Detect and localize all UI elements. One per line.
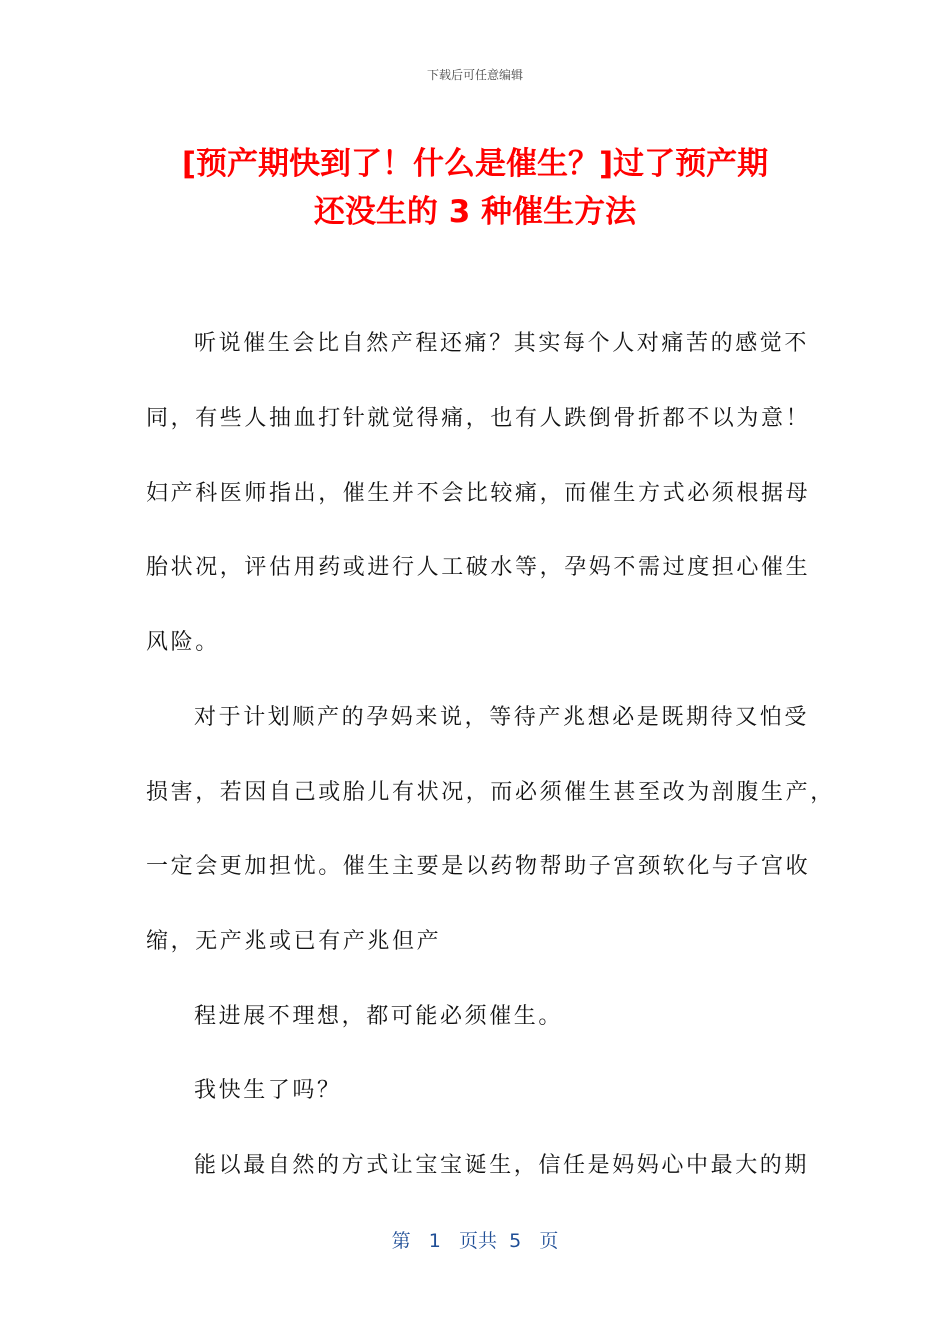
footer-total-pages: 5 [509, 1230, 522, 1252]
body-line: 胎状况，评估用药或进行人工破水等，孕妈不需过度担心催生 [146, 555, 811, 580]
body-line: 听说催生会比自然产程还痛？其实每个人对痛苦的感觉不 [194, 331, 810, 356]
title-line-1: [预产期快到了！什么是催生？]过了预产期 [181, 146, 769, 182]
body-line: 程进展不理想，都可能必须催生。 [194, 1004, 564, 1029]
header-note: 下载后可任意编辑 [426, 68, 523, 82]
body-line: 能以最自然的方式让宝宝诞生，信任是妈妈心中最大的期 [194, 1153, 810, 1178]
body-line: 对于计划顺产的孕妈来说，等待产兆想必是既期待又怕受 [194, 705, 810, 730]
body-line: 风险。 [146, 630, 220, 655]
body-line: 缩，无产兆或已有产兆但产 [146, 929, 442, 954]
footer-middle: 页共 [459, 1230, 498, 1252]
body-line: 同，有些人抽血打针就觉得痛，也有人跌倒骨折都不以为意！ [146, 406, 811, 431]
body-line: 一定会更加担忧。催生主要是以药物帮助子宫颈软化与子宫收 [146, 854, 811, 879]
document-title [120, 140, 830, 236]
page-footer [0, 1226, 950, 1253]
footer-suffix: 页 [539, 1230, 559, 1252]
body-line: 妇产科医师指出，催生并不会比较痛，而催生方式必须根据母 [146, 481, 811, 506]
body-line: 我快生了吗？ [194, 1078, 342, 1103]
title-line-2: 还没生的 3 种催生方法 [313, 194, 637, 230]
footer-prefix: 第 [391, 1230, 411, 1252]
body-line: 损害，若因自己或胎儿有状况，而必须催生甚至改为剖腹生产， [146, 780, 835, 805]
footer-page-number: 1 [428, 1230, 441, 1252]
